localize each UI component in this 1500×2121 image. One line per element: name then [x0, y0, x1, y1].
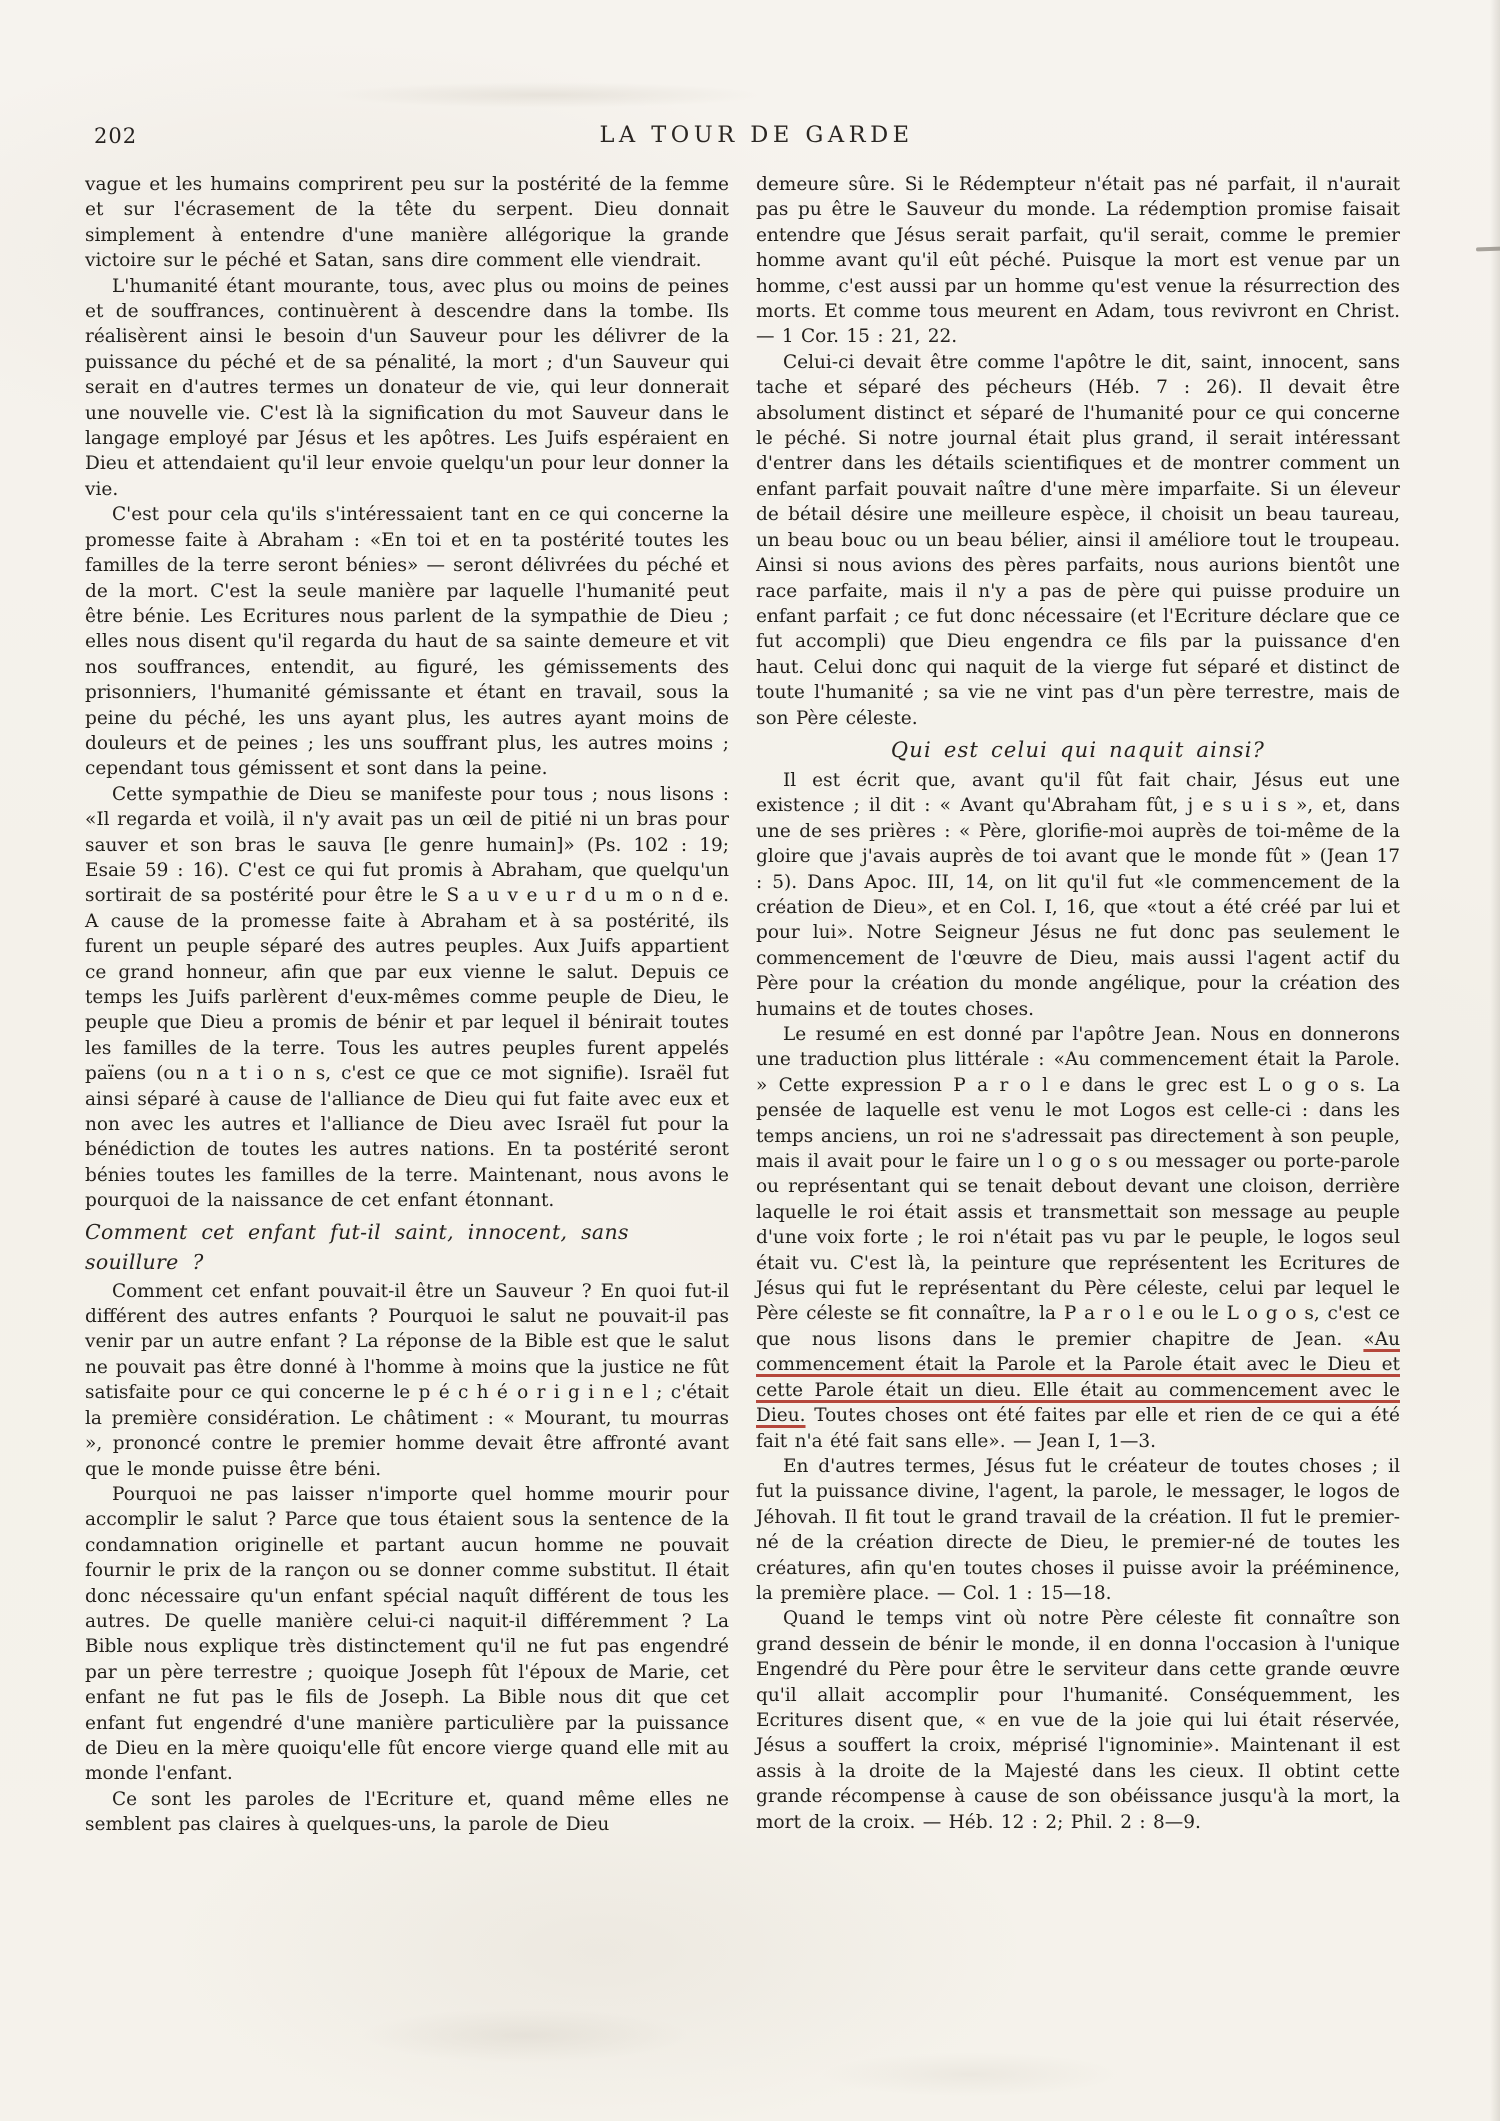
- text-run: Pourquoi ne pas laisser n'importe quel homme mourir pour accomplir le salut ? Parce que tous étaient sous la sentence de la condamnation originelle et partant aucun homme ne pouvait fournir le prix de la rançon ou se donner comme substitut. Il était donc nécessaire qu'un enfant spécial naquît différent de tous les autres. De quelle manière celui-ci naquit-il différemment ? La Bible nous explique très distinctement qu'il ne fut pas engendré par un père terrestre ; quoique Joseph fût l'époux de Marie, cet enfant ne fut pas le fils de Joseph. La Bible nous dit que cet enfant fut engendré d'une manière particulière par la puissance de Dieu en la mère quoiqu'elle fût encore vierge quand elle mit au monde l'enfant.: [85, 1483, 729, 1785]
- text-run: Il est écrit que, avant qu'il fût fait chair, Jésus eut une existence ; il dit : « Avant qu'Abraham fût, j e s u i s », et, dans une de ses prières : « Père, glorifie-moi auprès de toi-même de la gloire que j'avais auprès de toi avant que le monde fût » (Jean 17 : 5). Dans Apoc. III, 14, on lit qu'il fut «le commencement de la création de Dieu», et en Col. I, 16, que «tout a été créé par lui et pour lui». Notre Seigneur Jésus ne fut donc pas seulement le commencement de l'œuvre de Dieu, mais aussi l'agent actif du Père pour la création du monde angélique, pour la création des humains et de toutes choses.: [756, 769, 1400, 1020]
- paragraph: [756, 1022, 1400, 1454]
- text-run: demeure sûre. Si le Rédempteur n'était pas né parfait, il n'aurait pas pu être le Sauveur du monde. La rédemption promise faisait entendre que Jésus serait parfait, qu'il serait, comme le premier homme avant qu'il eût péché. Puisque la mort est venue par un homme, c'est aussi par un homme qu'est venue la résurrection des morts. Et comme tous meurent en Adam, tous revivront en Christ. — 1 Cor. 15 : 21, 22.: [756, 174, 1400, 348]
- text-run: Le resumé en est donné par l'apôtre Jean. Nous en donnerons une traduction plus littérale : «Au commencement était la Parole. » Cette expression P a r o l e dans le grec est L o g o s. La pensée de laquelle est venu le mot Logos est celle-ci : dans les temps anciens, un roi ne s'adressait pas directement à son peuple, mais il avait pour le faire un l o g o s ou messager ou porte-parole ou représentant qui se tenait debout devant une cloison, derrière laquelle le roi était assis et transmettait son message au peuple d'une voix forte ; le roi n'était pas vu par le peuple, le logos seul était vu. C'est là, la peinture que représentent les Ecritures de Jésus qui fut le représentant du Père céleste, celui par lequel le Père céleste se fit connaître, la P a r o l e ou le L o g o s, c'est ce que nous lisons dans le premier chapitre de Jean.: [756, 1024, 1400, 1350]
- scan-edge-shade: [1490, 0, 1500, 2121]
- scan-smudge: [820, 2052, 1120, 2097]
- article-body: [85, 172, 1400, 1838]
- paragraph: [85, 274, 729, 503]
- paragraph: [756, 768, 1400, 1022]
- text-run: Cette sympathie de Dieu se manifeste pour tous ; nous lisons : «Il regarda et voilà, il n'y avait pas un œil de pitié ni un bras pour sauver et son bras le sauva [le genre humain]» (Ps. 102 : 19; Esaie 59 : 16). C'est ce qui fut promis à Abraham, que quelqu'un sortirait de sa postérité pour être le S a u v e u r d u m o n d e. A cause de la promesse faite à Abraham et à sa postérité, ils furent un peuple séparé des autres peuples. Aux Juifs appartient ce grand honneur, afin que par eux vienne le salut. Depuis ce temps les Juifs parlèrent d'eux-mêmes comme peuple de Dieu, le peuple que Dieu a promis de bénir et par lequel il bénirait toutes les familles de la terre. Tous les autres peuples furent appelés païens (ou n a t i o n s, c'est ce que ce mot signifie). Israël fut ainsi séparé à cause de l'alliance de Dieu qui fut faite avec eux et non avec les autres et l'alliance de Dieu avec Israël fut pour la bénédiction de toutes les autres nations. En ta postérité seront bénies toutes les familles de la terre. Maintenant, nous avons le pourquoi de la naissance de cet enfant étonnant.: [85, 783, 729, 1212]
- paragraph: [85, 1279, 729, 1482]
- section-heading: Qui est celui qui naquit ainsi?: [890, 737, 1266, 762]
- page-header: [85, 120, 1400, 154]
- scan-artifact-dash: [1476, 247, 1500, 252]
- paragraph: [85, 782, 729, 1214]
- text-run: vague et les humains comprirent peu sur la postérité de la femme et sur l'écrasement de la tête du serpent. Dieu donnait simplement à entendre d'une manière allégorique la grande victoire sur le péché et Satan, sans dire comment elle viendrait.: [85, 174, 729, 272]
- text-run: En d'autres termes, Jésus fut le créateur de toutes choses ; il fut la puissance divine, l'agent, la parole, le messager, le logos de Jéhovah. Il fit tout le grand travail de la création. Il fut le premier-né de la création directe de Dieu, le premier-né de toutes les créatures, afin qu'en toutes choses il puisse avoir la prééminence, la première place. — Col. 1 : 15—18.: [756, 1455, 1400, 1604]
- paragraph: [756, 1454, 1400, 1606]
- paragraph: [756, 1606, 1400, 1835]
- scan-smudge: [330, 82, 760, 108]
- paragraph: [85, 502, 729, 781]
- text-run: L'humanité étant mourante, tous, avec plus ou moins de peines et de souffrances, continuèrent à descendre dans la tombe. Ils réalisèrent ainsi le besoin d'un Sauveur pour les délivrer de la puissance du péché et de sa pénalité, la mort ; d'un Sauveur qui serait en d'autres termes un donateur de vie, qui leur donnerait une nouvelle vie. C'est là la signification du mot Sauveur dans le langage employé par Jésus et les apôtres. Les Juifs espéraient en Dieu et attendaient qu'il leur envoie quelqu'un pour leur donner la vie.: [85, 275, 729, 500]
- text-run: Comment cet enfant pouvait-il être un Sauveur ? En quoi fut-il différent des autres enfants ? Pourquoi le salut ne pouvait-il pas venir par un autre enfant ? La réponse de la Bible est que le salut ne pouvait pas être donné à l'homme à moins que la justice ne fût satisfaite pour ce qui concerne le p é c h é o r i g i n e l ; c'était la première considération. Le châtiment : « Mourant, tu mourras », prononcé contre le premier homme devait être affronté avant que le monde puisse être béni.: [85, 1280, 729, 1480]
- scan-smudge: [360, 2008, 690, 2063]
- text-run: Toutes choses ont été faites par elle et rien de ce qui a été fait n'a été fait sans elle». — Jean I, 1—3.: [756, 1405, 1400, 1452]
- paragraph: [85, 1482, 729, 1787]
- paragraph: [85, 172, 729, 274]
- column-right: [756, 172, 1400, 1835]
- journal-title: LA TOUR DE GARDE: [599, 122, 914, 148]
- text-run: C'est pour cela qu'ils s'intéressaient tant en ce qui concerne la promesse faite à Abraham : «En toi et en ta postérité toutes les familles de la terre seront bénies» — seront délivrées du péché et de la mort. C'est la seule manière par laquelle l'humanité peut être bénie. Les Ecritures nous parlent de la sympathie de Dieu ; elles nous disent qu'il regarda du haut de sa sainte demeure et vit nos souffrances, entendit, au figuré, les gémissements des prisonniers, l'humanité gémissante et étant en travail, sous la peine du péché, les uns ayant plus, les autres ayant moins de douleurs et de peines ; les uns souffrant plus, les autres moins ; cependant tous gémissent et sont dans la peine.: [85, 504, 729, 780]
- section-heading: Comment cet enfant fut-il saint, innocent, sans souillure ?: [85, 1219, 629, 1274]
- paragraph: [756, 350, 1400, 731]
- paragraph: [756, 172, 1400, 350]
- text-run: Ce sont les paroles de l'Ecriture et, quand même elles ne semblent pas claires à quelques-uns, la parole de Dieu: [85, 1788, 729, 1836]
- text-run: Quand le temps vint où notre Père céleste fit connaître son grand dessein de bénir le monde, il en donna l'occasion à l'unique Engendré du Père pour être le serviteur dans cette grande œuvre qu'il allait accomplir pour l'humanité. Conséquemment, les Ecritures disent que, « en vue de la joie qui lui était réservée, Jésus a souffert la croix, méprisé l'ignominie». Maintenant il est assis à la droite de la Majesté dans les cieux. Il obtint cette grande récompense à cause de son obéissance jusqu'à la mort, la mort de la croix. — Héb. 12 : 2; Phil. 2 : 8—9.: [756, 1608, 1400, 1833]
- red-underlined-scripture: «Au commencement était la Parole et la Parole était avec le Dieu et cette Parole était un dieu. Elle était au commencement avec le Dieu.: [756, 1328, 1400, 1427]
- column-left: [85, 172, 729, 1838]
- text-run: Celui-ci devait être comme l'apôtre le dit, saint, innocent, sans tache et séparé des pécheurs (Héb. 7 : 26). Il devait être absolument distinct et séparé de l'humanité pour ce qui concerne le péché. Si notre journal était plus grand, il serait intéressant d'entrer dans les détails scientifiques et de montrer comment un enfant parfait pouvait naître d'une mère imparfaite. Si un éleveur de bétail désire une meilleure espèce, il choisit un beau taureau, un beau bouc ou un beau bélier, ainsi il améliore tout le troupeau. Ainsi si nous avions des pères parfaits, nous aurions bientôt une race parfaite, mais il n'y a pas de père qui puisse produire un enfant parfait ; ce fut donc nécessaire (et l'Ecriture déclare que ce fut accompli) que Dieu engendra ce fils par la puissance d'en haut. Celui donc qui naquit de la vierge fut séparé et distinct de toute l'humanité ; sa vie ne vint pas d'un père terrestre, mais de son Père céleste.: [756, 351, 1400, 729]
- page-number: 202: [94, 124, 138, 148]
- paragraph: [85, 1787, 729, 1838]
